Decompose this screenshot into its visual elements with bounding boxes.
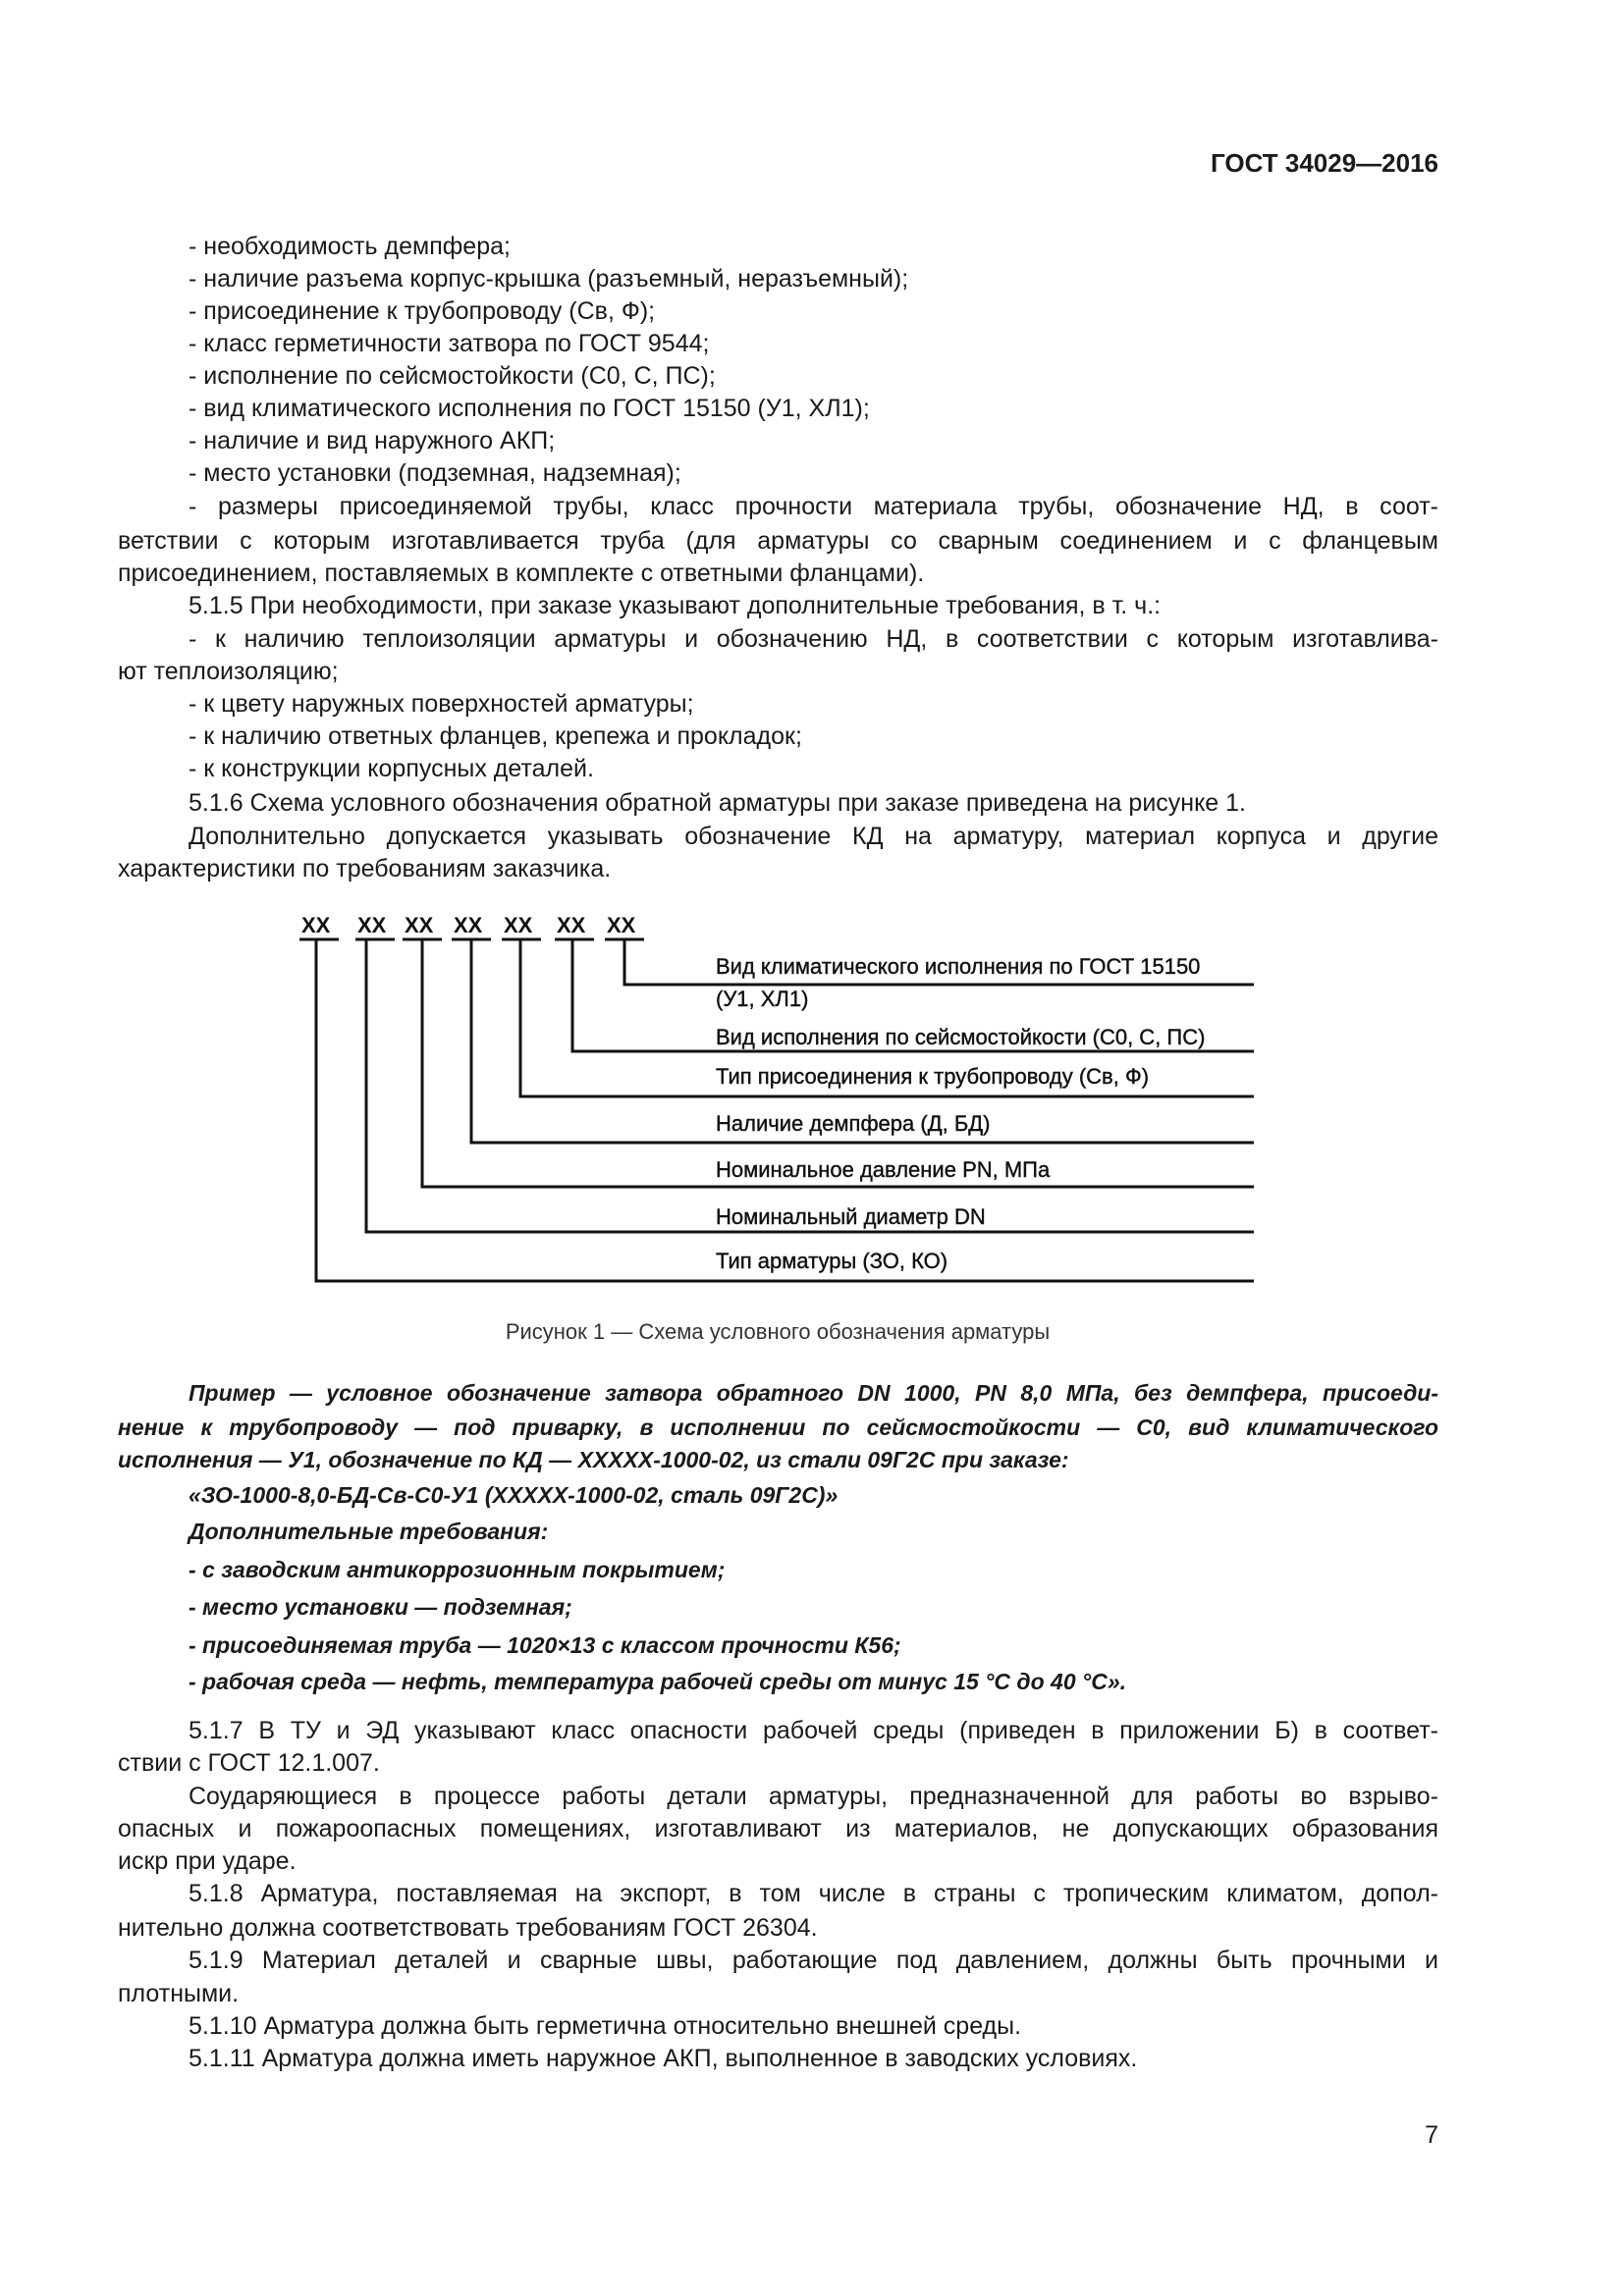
text-line: опасных и пожароопасных помещениях, изготавливают из материалов, не допускающих образования	[118, 1815, 1438, 1842]
text-line: - необходимость демпфера;	[189, 232, 511, 260]
figure-label: Вид исполнения по сейсмостойкости (С0, С, ПС)	[716, 1025, 1206, 1049]
example-text-line: Пример — условное обозначение затвора обратного DN 1000, PN 8,0 МПа, без демпфера, присоеди-	[189, 1380, 1438, 1406]
page-number: 7	[1425, 2121, 1438, 2149]
text-line: - наличие и вид наружного АКП;	[189, 426, 556, 454]
text-line: 5.1.6 Схема условного обозначения обратной арматуры при заказе приведена на рисунке 1.	[189, 788, 1247, 817]
text-line: нительно должна соответствовать требованиям ГОСТ 26304.	[118, 1913, 818, 1942]
figure-caption: Рисунок 1 — Схема условного обозначения арматуры	[505, 1319, 1051, 1344]
example-text-line: - присоединяемая труба — 1020×13 с классом прочности К56;	[189, 1631, 901, 1658]
text-line: - класс герметичности затвора по ГОСТ 9544;	[189, 329, 710, 357]
text-line: - присоединение к трубопроводу (Св, Ф);	[189, 296, 656, 325]
example-text-line: - место установки — подземная;	[189, 1593, 572, 1620]
text-line: - к конструкции корпусных деталей.	[189, 755, 594, 782]
text-line: - к наличию теплоизоляции арматуры и обозначению НД, в соответствии с которым изготавлива-	[189, 625, 1438, 653]
text-line: - наличие разъема корпус-крышка (разъемный, неразъемный);	[189, 264, 909, 293]
text-line: 5.1.9 Материал деталей и сварные швы, работающие под давлением, должны быть прочными и	[189, 1946, 1438, 1974]
figure-label: Тип арматуры (ЗО, КО)	[716, 1249, 948, 1273]
code-placeholder: XX	[607, 913, 636, 937]
figure-label: Тип присоединения к трубопроводу (Св, Ф)	[716, 1064, 1150, 1089]
figure-label: Номинальное давление PN, МПа	[716, 1157, 1051, 1182]
example-text-line: исполнения — У1, обозначение по КД — ХХХХХ-1000-02, из стали 09Г2С при заказе:	[118, 1446, 1069, 1472]
example-text-line: «ЗО-1000-8,0-БД-Св-С0-У1 (ХХХХХ-1000-02, сталь 09Г2С)»	[189, 1481, 839, 1508]
figure-label: Наличие демпфера (Д, БД)	[716, 1111, 991, 1136]
code-placeholder: XX	[301, 913, 331, 937]
code-placeholder: XX	[454, 913, 483, 937]
code-placeholder: XX	[357, 913, 387, 937]
text-line: 5.1.5 При необходимости, при заказе указывают дополнительные требования, в т. ч.:	[189, 591, 1162, 619]
text-line: - место установки (подземная, надземная);	[189, 458, 681, 487]
text-line: 5.1.10 Арматура должна быть герметична относительно внешней среды.	[189, 2012, 1022, 2040]
document-number-header: ГОСТ 34029—2016	[1211, 148, 1438, 178]
text-line: - исполнение по сейсмостойкости (С0, С, ПС);	[189, 361, 716, 390]
text-line: Дополнительно допускается указывать обозначение КД на арматуру, материал корпуса и другие	[189, 823, 1438, 850]
example-text-line: - рабочая среда — нефть, температура рабочей среды от минус 15 °С до 40 °С».	[189, 1669, 1127, 1694]
example-text-line: - с заводским антикоррозионным покрытием;	[189, 1557, 726, 1582]
figure-label: (У1, ХЛ1)	[716, 987, 809, 1011]
text-line: характеристики по требованиям заказчика.	[118, 855, 612, 882]
code-placeholder: XX	[504, 913, 533, 937]
example-text-line: Дополнительные требования:	[189, 1519, 549, 1544]
code-placeholder: XX	[405, 913, 434, 937]
code-placeholder: XX	[557, 913, 586, 937]
text-line: - размеры присоединяемой трубы, класс прочности материала трубы, обозначение НД, в соот-	[189, 493, 1438, 520]
text-line: 5.1.8 Арматура, поставляемая на экспорт, в том числе в страны с тропическим климатом, допол-	[189, 1880, 1438, 1907]
text-line: - вид климатического исполнения по ГОСТ 15150 (У1, ХЛ1);	[189, 394, 870, 422]
text-line: плотными.	[118, 1980, 240, 2007]
text-line: ствии с ГОСТ 12.1.007.	[118, 1748, 380, 1777]
text-line: ют теплоизоляцию;	[118, 658, 339, 685]
figure-label: Вид климатического исполнения по ГОСТ 15150	[716, 954, 1201, 979]
text-line: - к цвету наружных поверхностей арматуры;	[189, 690, 694, 718]
text-line: присоединением, поставляемых в комплекте с ответными фланцами).	[118, 559, 925, 587]
text-line: Соударяющиеся в процессе работы детали арматуры, предназначенной для работы во взрыво-	[189, 1783, 1438, 1810]
figure-label: Номинальный диаметр DN	[716, 1204, 986, 1229]
text-line: - к наличию ответных фланцев, крепежа и прокладок;	[189, 722, 802, 750]
text-line: ветствии с которым изготавливается труба (для арматуры со сварным соединением и с фланцевым	[118, 526, 1438, 555]
example-text-line: нение к трубопроводу — под приварку, в исполнении по сейсмостойкости — С0, вид климатического	[118, 1414, 1438, 1440]
text-line: 5.1.11 Арматура должна иметь наружное АКП, выполненное в заводских условиях.	[189, 2045, 1138, 2072]
text-line: 5.1.7 В ТУ и ЭД указывают класс опасности рабочей среды (приведен в приложении Б) в соответ-	[189, 1716, 1438, 1744]
text-line: искр при ударе.	[118, 1847, 297, 1875]
